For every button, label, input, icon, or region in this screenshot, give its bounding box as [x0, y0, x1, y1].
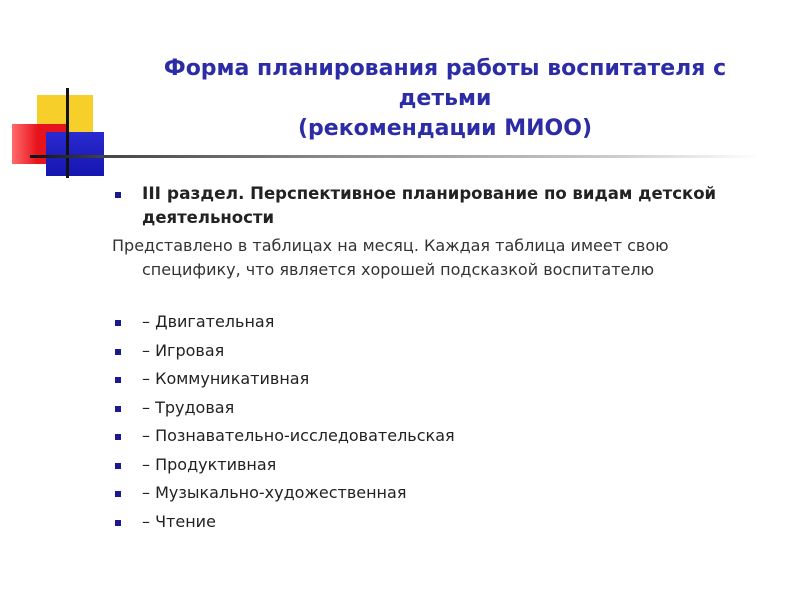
slide-content — [112, 182, 772, 536]
title-line-1: Форма планирования работы воспитателя с — [163, 56, 727, 81]
section-heading-text: . Перспективное планирование по видам детской деятельности — [142, 184, 717, 227]
square-bullet-icon — [115, 406, 121, 412]
description-paragraph: Представлено в таблицах на месяц. Каждая таблица имеет свою специфику, что является хорошей подсказкой воспитателю — [112, 236, 669, 279]
square-bullet-icon — [115, 434, 121, 440]
square-bullet-icon — [115, 349, 121, 355]
list-item: – Продуктивная — [112, 451, 772, 480]
list-item: – Познавательно-исследовательская — [112, 422, 772, 451]
section-heading — [112, 182, 772, 230]
decor-vertical-line — [66, 88, 69, 178]
activity-list — [112, 308, 772, 536]
list-item: – Двигательная — [112, 308, 772, 337]
list-item: – Игровая — [112, 337, 772, 366]
square-bullet-icon — [115, 491, 121, 497]
list-item: – Музыкально-художественная — [112, 479, 772, 508]
list-item: – Коммуникативная — [112, 365, 772, 394]
square-bullet-icon — [115, 320, 121, 326]
title-line-3: (рекомендации МИОО) — [297, 116, 593, 141]
decor-blue-square — [46, 132, 104, 176]
square-bullet-icon — [115, 192, 121, 198]
square-bullet-icon — [115, 377, 121, 383]
slide-title — [110, 54, 780, 144]
square-bullet-icon — [115, 520, 121, 526]
title-divider-line — [30, 155, 760, 158]
title-line-2: детьми — [398, 86, 492, 111]
section-number: III раздел — [142, 184, 239, 204]
list-item: – Чтение — [112, 508, 772, 537]
square-bullet-icon — [115, 463, 121, 469]
list-item: – Трудовая — [112, 394, 772, 423]
